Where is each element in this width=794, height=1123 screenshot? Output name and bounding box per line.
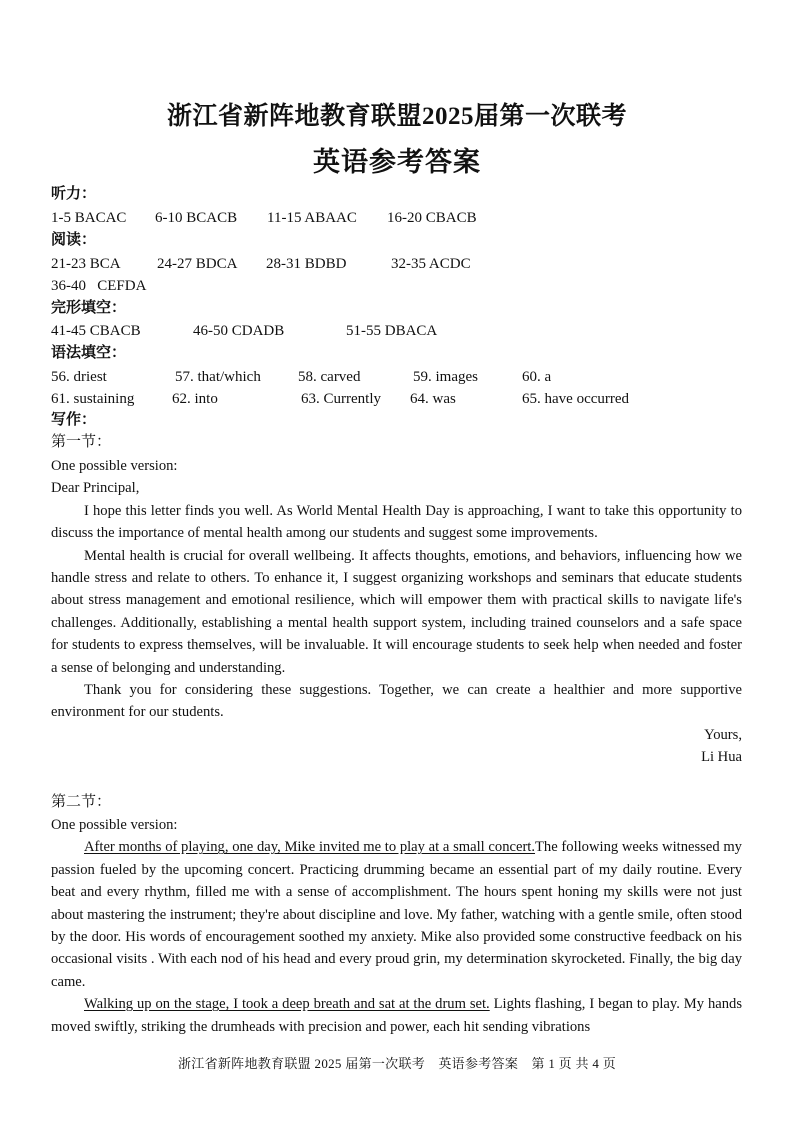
grammar-answer: 64. was (410, 391, 456, 407)
grammar-answer: 56. driest (51, 369, 107, 385)
given-opening-sentence: After months of playing, one day, Mike invited me to play at a small concert. (84, 839, 536, 856)
story-text: The following weeks witnessed my passion fueled by the upcoming concert. Practicing drumming became an essential part of my daily routine. Every beat and every rhythm, filled me with a sense of accomplishment. The hours spent honing my skills were not just about mastering the instrument; they're about discipline and love. My father, watching with a gentle smile, often stood by the door. His words of encouragement soothed my anxiety. Mike also provided some constructive feedback on his occasional visits . With each nod of his head and every proud grin, my determination skyrocketed. Finally, the big day came. (51, 839, 742, 990)
section2-essay (51, 814, 742, 1038)
listening-heading: 听力： (51, 186, 97, 202)
grammar-answer: 57. that/which (175, 369, 261, 385)
reading-heading: 阅读： (51, 232, 97, 248)
grammar-answer: 62. into (172, 391, 218, 407)
writing-heading: 写作： (51, 412, 97, 428)
story-paragraph (51, 836, 742, 993)
letter-signature: Li Hua (701, 749, 742, 766)
section2-heading: 第二节： (51, 794, 112, 810)
letter-paragraph: I hope this letter finds you well. As World Mental Health Day is approaching, I want to take this opportunity to discuss the importance of mental health among our students and suggest some improvements. (51, 502, 742, 542)
version-intro: One possible version: (51, 458, 178, 474)
grammar-answer: 60. a (522, 369, 552, 385)
section1-essay (51, 455, 742, 769)
cloze-answer: 51-55 DBACA (346, 323, 438, 339)
story-paragraph (51, 993, 742, 1038)
listening-answer: 1-5 BACAC (51, 210, 127, 226)
page-footer: 浙江省新阵地教育联盟 2025 届第一次联考 英语参考答案 第 1 页 共 4 页 (177, 1056, 617, 1071)
letter-closing: Yours, (704, 726, 742, 743)
exam-title: 浙江省新阵地教育联盟2025届第一次联考 (166, 103, 627, 130)
cloze-heading: 完形填空： (51, 300, 127, 316)
grammar-answer: 59. images (413, 369, 478, 385)
story-text: Lights flashing, I began to play. My hands moved swiftly, striking the drumheads with precision and power, each hit sending vibrations (51, 996, 742, 1035)
grammar-answer: 58. carved (298, 369, 361, 385)
listening-answer: 11-15 ABAAC (267, 210, 357, 226)
reading-answer: 32-35 ACDC (391, 256, 471, 272)
version-intro: One possible version: (51, 817, 178, 833)
page-subtitle: 英语参考答案 (313, 147, 481, 177)
cloze-answer: 46-50 CDADB (193, 323, 285, 339)
reading-answer: 28-31 BDBD (266, 256, 347, 272)
listening-answer: 6-10 BCACB (155, 210, 238, 226)
grammar-heading: 语法填空： (51, 345, 127, 361)
section1-heading: 第一节： (51, 434, 112, 450)
cloze-answer: 41-45 CBACB (51, 323, 141, 339)
grammar-answer: 65. have occurred (522, 391, 630, 407)
grammar-answer: 61. sustaining (51, 391, 135, 407)
letter-paragraph: Mental health is crucial for overall wellbeing. It affects thoughts, emotions, and behaviors, influencing how we handle stress and relate to others. To enhance it, I suggest organizing workshops and seminars that educate students about stress management and emotional resilience, which will empower them with practical skills to navigate life's challenges. Additionally, establishing a mental health support system, including trained counselors and a safe space for students to express themselves, will be invaluable. It will encourage students to seek help when needed and foster a sense of belonging and understanding. (51, 547, 742, 676)
given-opening-sentence: Walking up on the stage, I took a deep breath and sat at the drum set. (84, 996, 490, 1013)
listening-answer: 16-20 CBACB (387, 210, 477, 226)
reading-answer: 36-40 CEFDA (51, 278, 147, 294)
letter-greeting: Dear Principal, (51, 480, 140, 497)
grammar-answer: 63. Currently (301, 391, 381, 407)
letter-paragraph: Thank you for considering these suggestions. Together, we can create a healthier and more supportive environment for our students. (51, 682, 742, 721)
reading-answer: 21-23 BCA (51, 256, 121, 272)
reading-answer: 24-27 BDCA (157, 256, 238, 272)
